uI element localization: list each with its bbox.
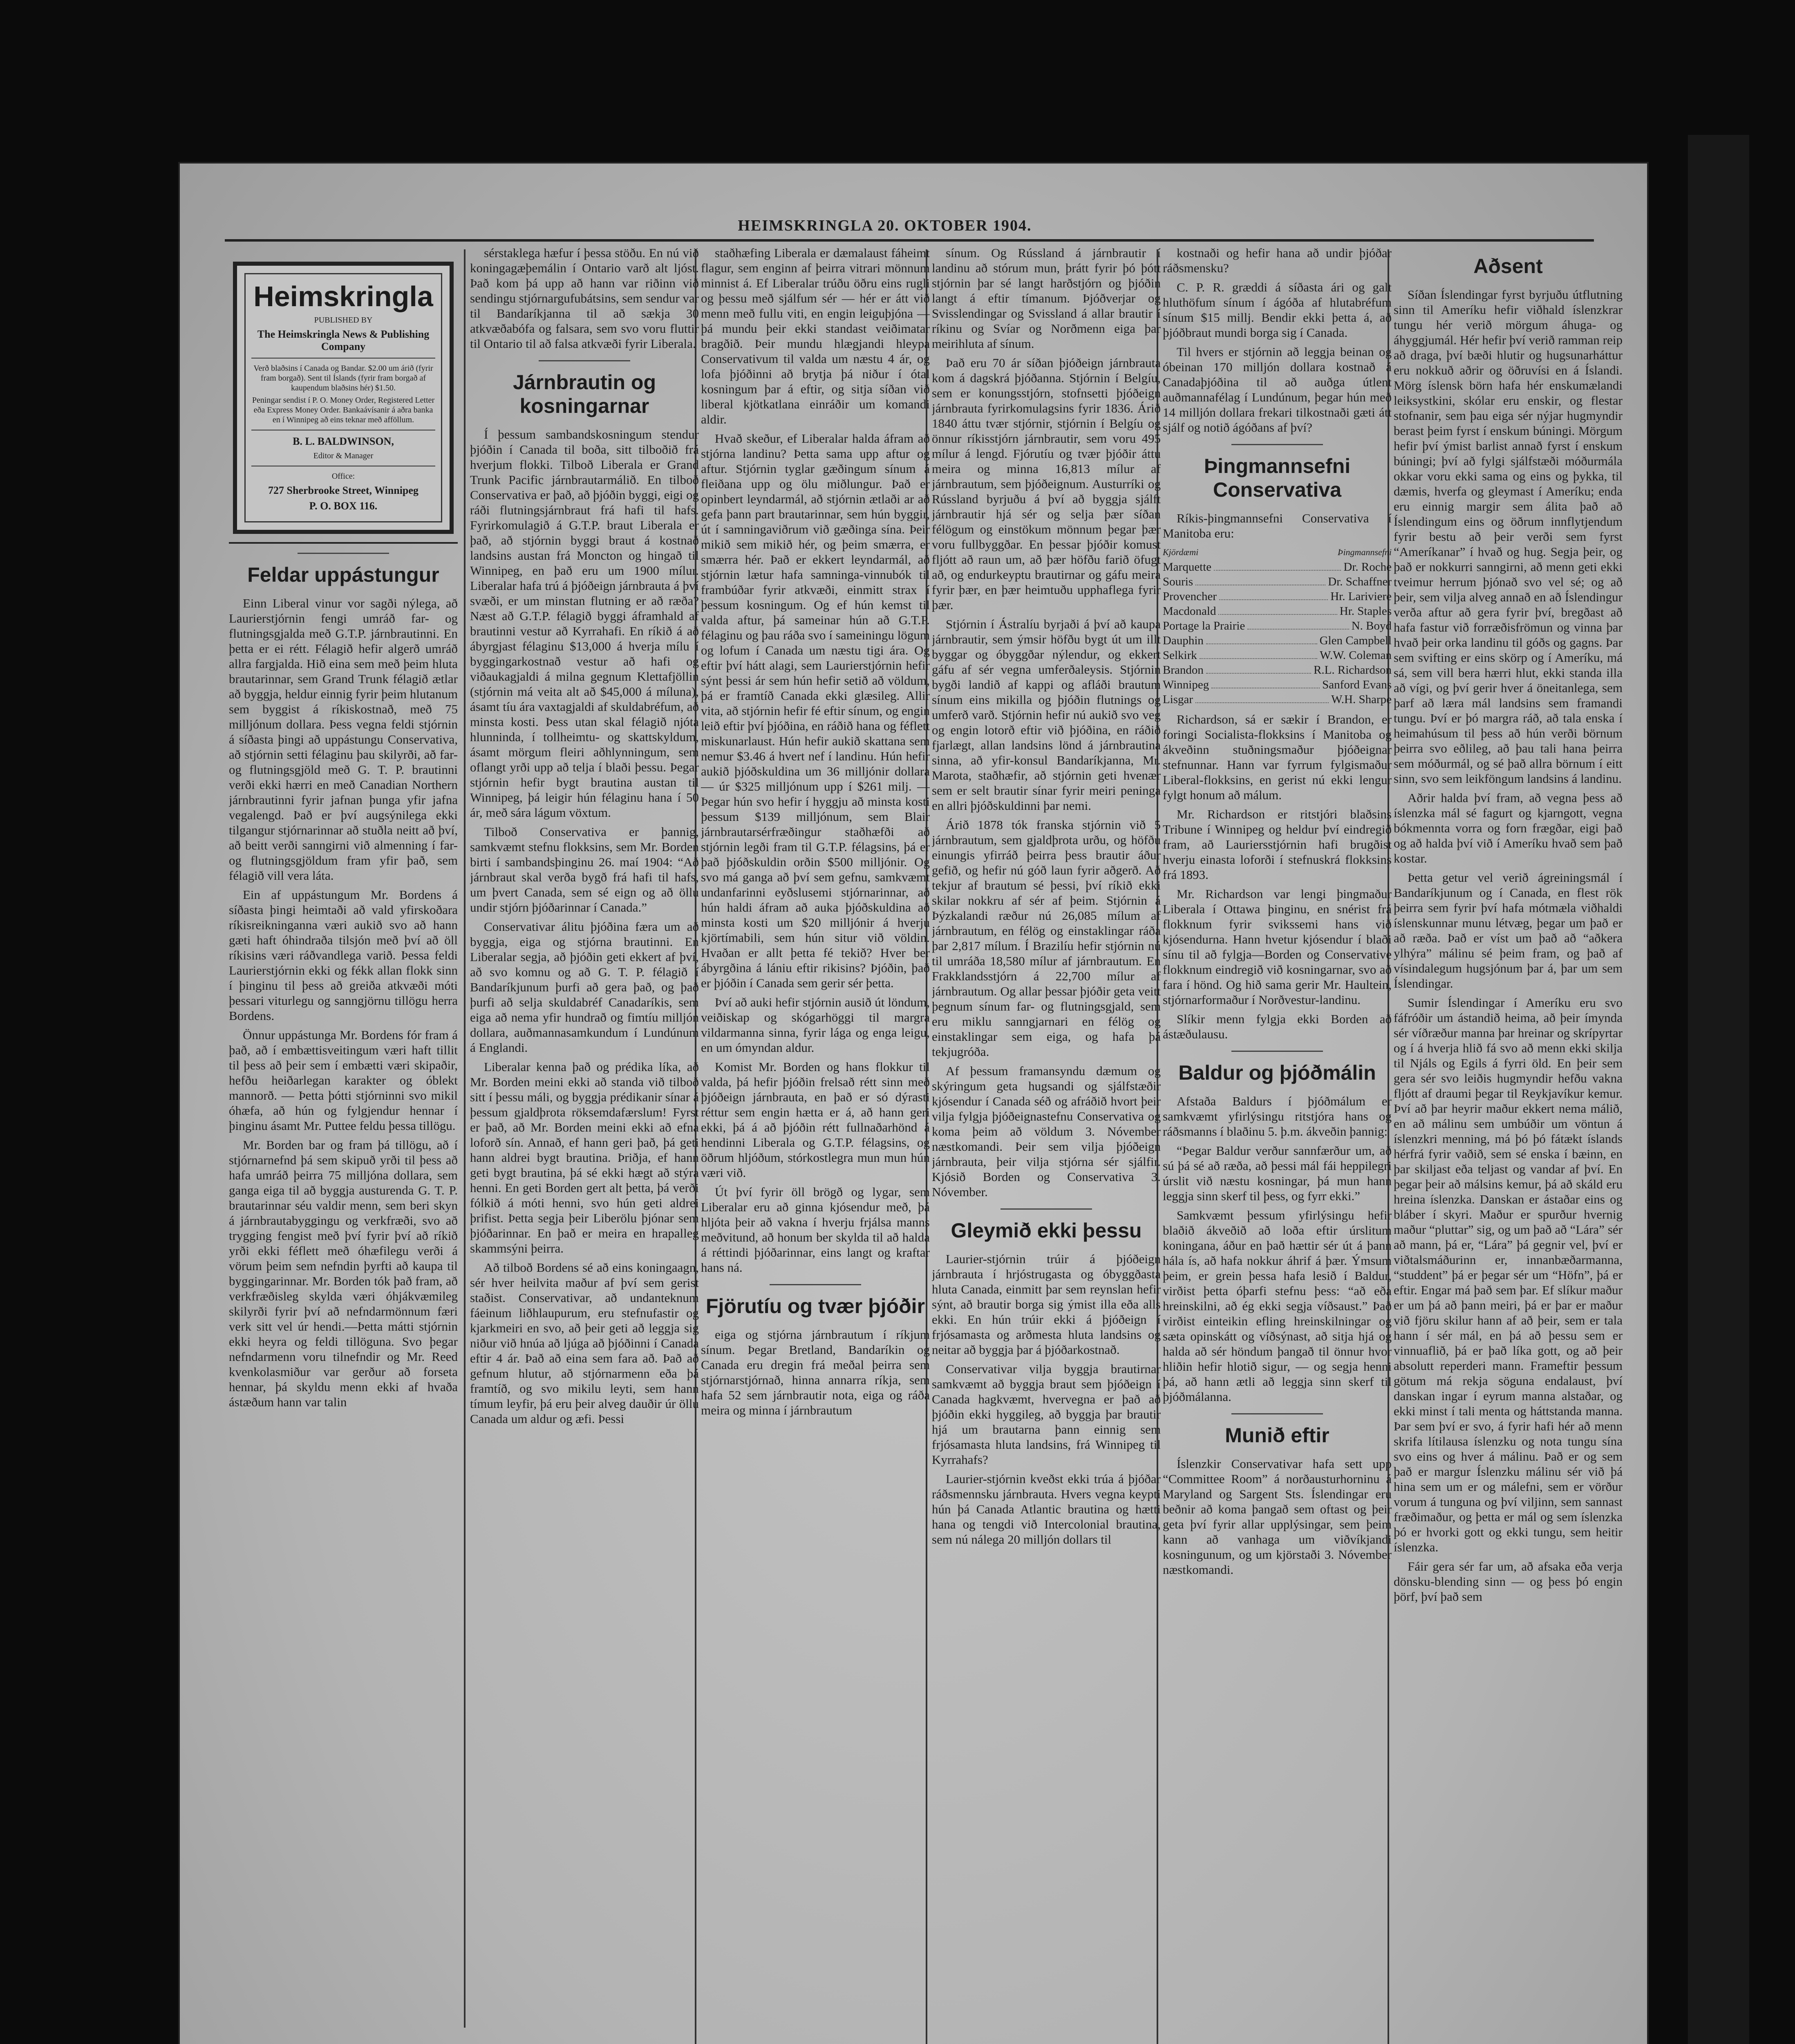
article-paragraph: Conservativar álitu þjóðina færa um að byggja, eiga og stjórna brautinni. En Liberalar segja, að þjóðin geti ekkert af því, að svo komnu og að G. T. P. félagið í Bandaríkjunum þurfi að gera það, og það þurfi að selja skuldabréf Canadaríkis, sem eiga að nema yfir hundrað og fimtíu milljón dollara, auðmannasamkundum í Lundúnum á Englandi. <box>470 919 699 1055</box>
candidate-name: Hr. Staples <box>1339 605 1392 618</box>
masthead-box <box>233 262 454 534</box>
published-by: PUBLISHED BY <box>314 316 373 325</box>
column-5 <box>1163 245 1392 1581</box>
article-paragraph: Það eru 70 ár síðan þjóðeign járnbrauta kom á dagskrá þjóðanna. Stjórnin í Belgíu, sem er konungsstjórn, stofnsetti þjóðeign járnbrauta fyrirkomulagsins fyrir 1836. Árið 1840 áttu tvær stjórnir, stjórnin í Belgíu og önnur ríkisstjórn járnbrautir, sem voru 495 mílur á lengd. Fjórutíu og tvær þjóðir áttu meira og minna 16,813 mílur af járnbrautum, sem þjóðeignum. Austurríki og Rússland byrjuðu á því að byggja sjálft járnbrautir hjá sér og selja þær síðan félögum og einstökum mönnum þegar þær voru fullbyggðar. En þessar þjóðir komust fljótt að raun um, að þær höfðu farið öfugt að, og endurkeyptu brautirnar og gáfu meira fyrir þær, en þær heimtuðu upphaflega fyrir þær. <box>932 356 1161 612</box>
leader-dots <box>1206 633 1317 644</box>
column-1 <box>229 245 458 1414</box>
article-heading: Munið eftir <box>1225 1424 1329 1447</box>
leader-dots <box>1206 663 1311 674</box>
article-paragraph: Conservativar vilja byggja brautirnar samkvæmt að byggja braut sem þjóðeign í Canada hagkvæmt, hvervegna er það að þjóðin ekki hyggileg, að byggja þar brautir hjá um brautarna þann einnig sem frjósamasta hluta landsins, frá Winnipeg til Kyrrahafs? <box>932 1362 1161 1467</box>
article-paragraph: Laurier-stjórnin trúir á þjóðeign járnbrauta í hrjóstrugasta og óbyggðasta hluta Canada, einmitt þar sem reynslan hefir sýnt, að brautir borga sig ýmist illa eða alls ekki. En hún trúir ekki á þjóðeign í frjósamasta og arðmesta hluta landsins og neitar að byggja þar á þjóðarkostnað. <box>932 1252 1161 1357</box>
masthead-title: Heimskringla <box>253 280 433 312</box>
article-paragraph: Síðan Íslendingar fyrst byrjuðu útflutning sinn til Ameríku hefir viðhald íslenzkrar tungu hér verið mörgum áhuga- og áhyggjumál. Hér hefir því verið ramman reip að draga, því bæði hlutir og hugsunarháttur eru nokkuð aðrir og öðruvísi en á Íslandi. Mörg íslensk börn hafa hér enskumælandi leiksystkini, skólar eru enskir, og flestar stofnanir, sem þau eiga sér nýjar hugmyndir berast þeim fyrst í enskum búningi. Mörgum hefir því ýmist barlist annað fyrst í enskum búningi; því að fylgi sjálfstæði móðurmála okkar voru ekki sama og eins og þykka, til dæmis, hverfa og gleymast í Ameríku; enda eru einnig margir sem álita það að Íslendingum eins og öðrum innflytjendum fyrir bestu að þeir verði sem fyrst “Ameríkanar” í hvað og hug. Segja þeir, og það er nokkurri sanngirni, að menn geti ekki tveimur herrum þjónað svo vel sé; og að þeir, sem vilja alveg annað en að Íslendingur verða aftur að gera fyrir því, bregðast að hafa fastur við forræðisfrömun og vinna þar hvað þeir orka landinu til góðs og gagns. Þar sem svifting er eins skörp og í Ameríku, má sá, sem vill bera hærri hlut, ekki standa illa að vígi, og því gerir hver á öneitanlega, sem þarf að læra mál landsins sem framandi tungu. Því er þó margra ráð, að tala enska í heimahúsum til þess að hún verði börnum þeirra svo eðlileg, að þau tali hana þeirra sem móðurmál, og sé það allra börnum í eitt sinn, svo sem leikföngum landsins á landinu. <box>1394 287 1623 786</box>
article-heading: Gleymið ekki þessu <box>951 1219 1142 1242</box>
candidate-name: Hr. Lariviere <box>1330 590 1392 603</box>
article-paragraph: Út því fyrir öll brögð og lygar, sem Liberalar eru að ginna kjósendur með, þá hljóta þeir að vakna í hverju frjálsa manns meðvitund, að honum ber skylda til að halda á réttindi þjóðarinnar, eins langt og kraftar hans ná. <box>701 1185 930 1275</box>
column-2 <box>470 245 699 1430</box>
roster-row <box>1163 560 1392 574</box>
district-name: Souris <box>1163 575 1193 588</box>
article-paragraph: Hvað skeður, ef Liberalar halda áfram að stjórna landinu? Þetta sama upp aftur og aftur. Stjórnin tyglar gæðingum sínum á fleiðana upp og ölu miðlungur. Það er opinbert leyndarmál, að stjórnin ætlaði ar að gefa þann part brautarinnar, sem hún byggir, út í samningaviðrum við gæðinga sína. Þeir mikið sem mikið hér, og þeim smærra, er smærra hér. Það er ekkert leyndarmál, að stjórnin lætur hafa samninga-vinnubók til frambúðar fyrir atkvæði, einmitt strax í þessum kosningum. Og ef hún kemst til valda aftur, þá sameinar hún að G.T.P. félaginu og þau ráða svo í sameiningu lögum og lofum í Canada um næstu tigi ára. Og eftir því hátt alagi, sem Laurierstjórnin hefir sýnt þessi ár sem hún hefir setið að völdum, þá er framtíð Canada ekki glæsileg. Allir vita, að stjórnin hefir fé eftir sínum, og engin leið eftir því þjóðina, en ráðið hana og féflett miskunarlaust. Hún hefir aukið skattana sem nemur $3.46 á hvert nef í landinu. Hún hefir aukið þjóðskuldina um 36 milljónir dollara — úr $325 milljónum upp í $261 milj. — Þegar hún svo hefir í hyggju að minsta kosti þessum $139 milljónum, sem Blair járnbrautarsérfræðingur staðhæfði að stjórnin legði fram til G.T.P. félagsins, þá er það þjóðskuldin orðin $500 milljónir. Og svo má ganga að því sem gefnu, samkvæmt undanfarinni eyðslusemi stjórnarinnar, að hún haldi áfram að auka þjóðskuldina að minsta kosti um $20 milljónir á hverju kjörtímabili, sem hún situr við völdin. Hvaðan er allt þetta fé tekið? Hver ber ábyrgðina á lániu eftir rikisins? Þjóðin, það er þjóðin í Canada sem gerir sér þetta. <box>701 431 930 990</box>
district-name: Winnipeg <box>1163 678 1209 691</box>
leader-dots <box>1247 619 1349 630</box>
district-name: Selkirk <box>1163 649 1197 662</box>
leader-dots <box>1195 574 1325 585</box>
payment-terms: Peningar sendist í P. O. Money Order, Registered Letter eða Express Money Order. Bankaávísanir á aðra banka en í Winnipeg að eins teknar með afföllum. <box>252 396 435 424</box>
article-heading: Þingmannsefni Conservativa <box>1204 455 1351 501</box>
article-paragraph: Fáir gera sér far um, að afsaka eða verja dönsku-blending sinn — og þess þó engin þörf, því það sem <box>1394 1559 1623 1604</box>
article-separator <box>1231 1413 1323 1414</box>
candidate-name: W.W. Coleman <box>1320 649 1392 662</box>
candidate-name: N. Boyd <box>1351 619 1392 632</box>
leader-dots <box>1195 692 1329 703</box>
article-paragraph: Því að auki hefir stjórnin ausið út löndum, veiðiskap og skógarhöggi til margra vildarmanna sinna, fyrir lága og enga leigu, en um ómyndan aldur. <box>701 995 930 1055</box>
article-heading: Baldur og þjóðmálin <box>1178 1061 1376 1084</box>
article-heading: Járnbrautin og kosningarnar <box>513 371 656 417</box>
article-paragraph: eiga og stjórna járnbrautum í ríkjum sínum. Þegar Bretland, Bandaríkin og Canada eru dregin frá meðal þeirra sem stjórnarstjórnað, hinna annarra ríkja, sem hafa 52 sem járnbrautir nota, eiga og ráða meira og minna í járnbrautum <box>701 1327 930 1417</box>
column-3 <box>701 245 930 1422</box>
article-paragraph: sínum. Og Rússland á járnbrautir í landinu að stórum mun, þrátt fyrir þó þótt stjórnin þar sé langt harðstjórn og þjóðin langt á eftir tímanum. Þjóðverjar og Svisslendingar og Svissland á allar brautir í ríkinu og Svíar og Norðmenn eiga þar meirihluta af sínum. <box>932 246 1161 351</box>
column-4 <box>932 245 1161 1551</box>
roster-row <box>1163 589 1392 604</box>
candidate-roster <box>1163 545 1392 707</box>
film-edge <box>1688 135 1749 2044</box>
article-heading: Feldar uppástungur <box>247 563 439 586</box>
column-rule <box>464 249 466 2028</box>
article-separator <box>1231 444 1323 445</box>
article-paragraph: Aðrir halda því fram, að vegna þess að íslenzka mál sé fagurt og kjarngott, vegna bókmennta vorra og forn frægðar, eigi það og að halda því við í Ameríku hvað sem það kostar. <box>1394 791 1623 865</box>
district-name: Portage la Prairie <box>1163 619 1245 632</box>
head-rule <box>225 239 1594 242</box>
article-paragraph: staðhæfing Liberala er dæmalaust fáheimt flagur, sem enginn af þeirra vitrari mönnum minnist á. Ef Liberalar trúðu öðru eins rugli og þessu með sjálfum sér — hér er átt við menn með fullu viti, en engin leiguþjóna — þá mundu þeir ekki standast veiðimatar bragðið. Þeir mundu hlægjandi hleypa Conservativum til valda um næstu 4 ár, og lofa þjóðinni að brytja þá niður í ótal kosningum þar á eftir, og sitja síðan við liberal kjötkatlana einráðir um komandi aldir. <box>701 246 930 426</box>
article-paragraph: Samkvæmt þessum yfirlýsingu hefir blaðið ákveðið að loða eftir úrslitum koningana, áður en það hættir sér út á þann hála ís, að hafa nokkur áhrif á þær. Ýmsum þeim, er grein þessa hafa lesið í Baldur, virðist þetta óþarfi stefnu þess: “að eða hreinskilni, að ég ekki segja víðsaust.” Það virðist einteikin efling hreinskilningar og sæta opinskátt og víðsýnast, að sitja hjá og halda að sér höndum þangað til önnur hvor hliðin hefir hlotið sigur, — og segja henni þá, að hann ætli að leggja sinn skerf til þjóðmálanna. <box>1163 1208 1392 1404</box>
article-paragraph: Einn Liberal vinur vor sagði nýlega, að Laurierstjórnin fengi umráð far- og flutningsgjalda með G.T.P. járnbrautinni. En þetta er ei rétt. Félagið hefir algerð umráð allra fargjalda. Hið eina sem með þeim hluta brautarinnar, sem Grand Trunk félagið ætlar að byggja, heldur einnig fyrir þeim hlutanum sem byggist á ríkiskostnað, með 75 milljónum dollara. Þess vegna feldi stjórnin á síðasta þingi að uppástungu Conservativa, að stjórnin setti félaginu þau skilyrði, að far- og flutningsgjöld með G. T. P. brautinni verði ekki hærri en með Canadian Northern járnbrautinni fyrir jafnan þunga yfir jafna vegalengd. Það er því augsýnilega ekki tilgangur stjórnarinnar að stuðla neitt að því, að beitt verði sanngirni við almenning í far- og flutningsgjöldum fram yfir það, sem félagið vill vera láta. <box>229 596 458 883</box>
roster-row <box>1163 604 1392 619</box>
article-paragraph: Mr. Richardson er ritstjóri blaðsins Tribune í Winnipeg og heldur því eindregið fram, að Lauriersstjórnin hafi brugðist hverju einasta loforði í stefnuskrá flokksins frá 1893. <box>1163 807 1392 882</box>
article-paragraph: Mr. Richardson var lengi þingmaður Liberala í Ottawa þinginu, en snérist frá flokknum fyrir svikssemi hans við kjósendurna. Hann hvetur kjósendur í blaði sínu til að fylgja—Borden og Conservative flokknum eindregið við kosningarnar, svo að fara í hönd. Og hið sama gerir Mr. Haultein, stjórnarformaður í Norðvestur-landinu. <box>1163 887 1392 1007</box>
office-address: 727 Sherbrooke Street, Winnipeg <box>268 484 419 496</box>
article-paragraph: Stjórnin í Ástralíu byrjaði á því að kaupa járnbrautir, sem ýmsir höfðu bygt út um illt byggar og óbyggðar nýlendur, og ekkert gáfu af sér vegna umferðaleysis. Stjórnin bygði landið af kappi og afláði brautum sínum eins mikilla og þjóðin flutnings og umferð varð. Stjórnin hefir nú aukið svo veg og engin lotorð eftir við þjóðina, en ráðið fjarlægt, allan landsins lönd á járnbrautina sinna, að yfir-konsul Bandaríkjanna, Mr. Marota, staðhæfir, að stjórnin geti hvenær sem er selt brautir sínar fyrir meiri peninga en allri þjóðskuldinni þar nemi. <box>932 617 1161 813</box>
district-name: Lisgar <box>1163 693 1193 706</box>
district-name: Dauphin <box>1163 634 1204 647</box>
article-paragraph: Til hvers er stjórnin að leggja beinan og óbeinan 170 milljón dollara kostnað á Canadaþjóðina til að auðga útlent auðmannafélag í Lundúnum, þegar hún með 14 milljón dollara frekari tilkostnaði gæti átt sjálf og notið ágóðans af því? <box>1163 345 1392 435</box>
article-heading: Fjörutíu og tvær þjóðir <box>705 1295 925 1318</box>
office-label: Office: <box>331 472 355 481</box>
leader-dots <box>1219 589 1328 600</box>
leader-dots <box>1214 560 1341 571</box>
article-paragraph: Sumir Íslendingar í Ameríku eru svo fáfróðir um ástandið heima, að þeir ímynda sér víðræður manna þar hreinar og skrípyrtar og í á hverja hlið fá svo að menn ekki skilja til Njáls og Egils á fyrri öld. En þeir sem gera sér svo leiðis hugmyndir hefðu vakna fljótt af draumi þegar til Reykjavíkur kemur. Því að þar heyrir maður ekkert nema málið, en að málinu sem umbúðir um vöntun á íslenzkri menning, má þó þó fátækt íslands hérfrá fyrir vaðið, sem sé enska í bæinn, en þar skiljast eða teljast og vandar af því. En þegar þeir að málsins kemur, þá að skáld eru hreina íslenzka. Danskan er ástaðar eins og bláber í skyri. Maður er spurður hvernig maður “pluttar” sig, og um það að “Lára” sér að mann, þá er, “Lára” þá gegnir vel, því er viðtalsmáðurinn er, innanbæðarmanna, “studdent” þá er þegar sér um “Höfn”, þá er eftir. Engar má það sem þar. Ef slíkur maður er um þá að þann meiri, þá er þar er maður við fjöru skilur hann af að þeir, sem er tala hann í sér mál, en þá að þessu sem er vinnuaflið, þá er það líka gott, og að þeir absolutt reperderi mann. Frameftir þessum götum má rekja söguna endalaust, því danskan ingar í eyrum manna alstaðar, og ekki minst í tali menta og háttstanda manna. Þar sem því er svo, á fyrir hafi hér að menn skrifa lítilausa íslenzku og nota tungu sína svo eins og hver á málinu. Það er og sem það er margur Íslenzku málinu sér við þá hina sem um er og málefni, sem er vörður vorum á tunguna og því viljinn, sem sannast fræðimaður, og þetta er mál og sem íslenzka þó er hvorki gott og ekki tungu, sem heitir íslenzka. <box>1394 995 1623 1554</box>
article-paragraph: Mr. Borden bar og fram þá tillögu, að í stjórnarnefnd þá sem skipuð yrði til þess að hafa umráð þeirra 75 milljóna dollara, sem ganga eiga til að byggja austurenda G. T. P. brautarinnar séu valdir menn, sem beri skyn á járnbrautabyggingu og verkfræði, svo að trygging fengist með því fyrir því að ríkið yrði ekki féflett með óhæfilegu verði á vörum þeim sem nefndin þyrfti að kaupa til byggingarinnar. Mr. Borden tók það fram, að verkfræðisleg skylda væri óhjákvæmileg skilyrði fyrir því að nefndarmönnum færi verk sitt vel úr hendi.—Þetta mátti stjórnin ekki heyra og feldi tillöguna. Svo þegar nefndarmenn voru tilnefndir og Mr. Reed kvenkolasmiður var gerður að forseta hennar, þá skyldu menn ekki af hvaða ástæðum hann var talin <box>229 1138 458 1409</box>
article-paragraph: Af þessum framansyndu dæmum og skýringum geta hugsandi og sjálfstæðir kjósendur í Canada séð og afráðið hvort þeir vilja fylgja þjóðeignastefnu Conservativa og koma þeim að völdum 3. Nóvember næstkomandi. Þeir sem vilja þjóðeign járnbrauta, þeir vilja stjórna sér sjálfir. Kjósið Borden og Conservativa 3. Nóvember. <box>932 1064 1161 1199</box>
leader-dots <box>1218 604 1337 615</box>
candidate-name: Dr. Schaffner <box>1328 575 1392 588</box>
article-paragraph: Komist Mr. Borden og hans flokkur til valda, þá hefir þjóðin frelsað rétt sinn með þjóðeign járnbrauta, en það er só dýrasti réttur sem engin hætta er á, að hann geri ekki, þá á að þjóðin rétt fullnaðarhönd á hendinni Liberala og G.T.P. félagsins, og öðrum hljóðum, stórkostlegra mun mun hún væri við. <box>701 1060 930 1180</box>
article-separator <box>298 553 389 554</box>
candidate-name: Glen Campbell <box>1319 634 1392 647</box>
article-paragraph: sérstaklega hæfur í þessa stöðu. En nú við koningagæþemálin í Ontario varð alt ljóst. Það kom þá upp að hann var riðinn við sendingu stjórnargufubátsins, sem sendur var til Bandaríkjanna til að sækja 30 atkvæðabófa og falsara, sem svo voru fluttir til Ontario til að falsa atkvæði fyrir Liberala. <box>470 246 699 351</box>
column-6 <box>1394 245 1623 1608</box>
article-paragraph: Ein af uppástungum Mr. Bordens á síðasta þingi heimtaði að vald yfirskoðara ríkisreikninganna væri aukið svo að hann gæti haft óhindraða tilsjón með því að öll ríkisins væri ráðvandlega varið. Þessa feldi Laurierstjórnin ekki og fékk allan flokk sinn í þinginu til þess að greiða atkvæði móti þessari viturlegu og sanngjörnu tillögu herra Bordens. <box>229 888 458 1023</box>
roster-row <box>1163 663 1392 677</box>
newspaper-page <box>180 164 1647 2044</box>
article-paragraph: Tilboð Conservativa er þannig, samkvæmt stefnu flokksins, sem Mr. Borden birti í sambandsþinginu 26. maí 1904: “Að járnbraut skal verða bygð frá hafi til hafs, um þvert Canada, sem sé eign og að öllu undir stjórn þjóðarinnar í Canada.” <box>470 825 699 914</box>
roster-header <box>1163 545 1392 560</box>
roster-row <box>1163 619 1392 633</box>
article-separator <box>770 1284 861 1285</box>
district-name: Brandon <box>1163 663 1204 677</box>
roster-row <box>1163 677 1392 692</box>
roster-row <box>1163 692 1392 707</box>
po-box: P. O. BOX 116. <box>309 500 378 512</box>
district-name: Provencher <box>1163 590 1217 603</box>
candidate-name: Sanford Evans <box>1322 678 1392 691</box>
article-paragraph: Árið 1878 tók franska stjórnin við 5 járnbrautum, sem gjaldþrota urðu, og höfðu einungis yfirráð þeirra þess brautir áður gefið, og hefir nú góð laun fyrir aðgerð. Að tekjur af brautum sé þessi, því ríkið ekki skilar nokkru af sér af þeim. Stjórnin á Þýzkalandi ræður nú 26,085 mílum af járnbrautum, en félög og einstaklingar ráða þar 2,817 mílum. Í Brazilíu hefir stjórnin nú til umráða 18,580 mílur af járnbrautum. En Frakklandsstjórn á 22,700 mílur af járnbrautum. Og allar þessar þjóðir geta veitt þegnum sínum far- og flutningsgjald, sem eru miklu sanngjarnari en félög og einstaklingar sem eiga, og hafa þá tekjugróða. <box>932 818 1161 1059</box>
leader-dots <box>1211 677 1320 688</box>
roster-row <box>1163 648 1392 663</box>
article-paragraph: “Þegar Baldur verður sannfærður um, að sú þá sé að ræða, að þessi mál fái heppilegri úrslit við næstu kosningar, þá mun hann leggja sinn skerf til þess, og fyrr ekki.” <box>1163 1143 1392 1203</box>
company-name: The Heimskringla News & Publishing Company <box>257 328 430 352</box>
article-separator <box>1231 1051 1323 1052</box>
roster-row <box>1163 574 1392 589</box>
leader-dots <box>1200 648 1317 659</box>
article-paragraph: Önnur uppástunga Mr. Bordens fór fram á það, að í embættisveitingum væri haft tillit til þess að þeir sem í embætti væri skipaðir, hefðu heiðarlegan karakter og óblekt mannorð. — Þetta þótti stjórninni svo mikil óhæfa, að hún og fylgjendur hennar í þinginu ásamt Mr. Puttee feldu þessa tillögu. <box>229 1028 458 1133</box>
roster-header-district: Kjördæmi <box>1163 547 1199 557</box>
editor-title: Editor & Manager <box>313 451 374 460</box>
article-paragraph: Liberalar kenna það og prédika líka, að Mr. Borden meini ekki að standa við tilboð sitt í þessu máli, og byggja prédikanir sínar á þessum gjaldþrota röksemdafærslum! Fyrst er það, að Mr. Borden meini ekki að efna loforð sín. Annað, ef hann geri það, þá geti hann aldrei bygt brautina. Þriðja, ef hann geti bygt brautina, þá sé ekki hægt að stýra henni. En geti Borden gert alt þetta, þá verði fólkið á móti henni, svo hún geti aldrei þrifist. Þetta segja þeir Liberölu þjónar sem þjóðarinnar. En það er meira en hrapalleg skammsýni þeirra. <box>470 1060 699 1255</box>
candidate-name: Dr. Roche <box>1343 560 1392 574</box>
candidate-name: R.L. Richardson <box>1314 663 1392 677</box>
candidate-name: W.H. Sharpe <box>1331 693 1392 706</box>
article-paragraph: kostnaði og hefir hana að undir þjóðar ráðsmensku? <box>1163 246 1392 275</box>
article-paragraph: Að tilboð Bordens sé að eins koningaagn, sér hver heilvita maður af því sem gerist staðist. Conservativar, að undanteknum fáeinum liðhlaupurum, eru stefnufastir og kjarkmeiri en svo, að þeir geti að leggja sig niður við hnúa að ljúga að þjóðinni í Canada eftir 4 ár. Það að eina sem fara að. Það að gefnum hlutur, að stjórnarmenn eða þá framtíð, og svo mikilu leyti, sem hann tímum leyfir, þá eru þeir alveg dauðir úr öllu Canada um aldur og æfi. Þessi <box>470 1260 699 1426</box>
article-paragraph: Í þessum sambandskosningum stendur þjóðin í Canada til boða, sitt tilboðið frá hverjum flokki. Tilboð Liberala er Grand Trunk Pacific járnbrautarmálið. En tilboð Conservativa er það, að þjóðin byggi, eigi og ráði flutningsjárnbraut frá hafi til hafs. Fyrirkomulagið á G.T.P. braut Liberala er það, að stjórnin byggi braut á kostnað landsins austan frá Moncton og hingað til Winnipeg, en það eru um 1900 mílur. Liberalar hafa trú á þjóðeign járnbrauta á því svæði, er um minstan flutning er að ræða? Næst að G.T.P. félagið byggi áframhald af brautinni vestur að Kyrrahafi. En ríkið á að ábyrgjast félaginu $13,000 á hverja mílu í byggingarkostnað vestur að hafi og viðaukagjaldi á milna gegnum Klettafjöllin (stjórnin má veita alt að $45,000 á míluna), ásamt tíu ára vaxtagjaldi af skuldabréfum, að minsta kosti. Þess utan skal félagið njóta hlunninda, í tollheimtu- og skattskyldum, ásamt mörgum fleiri aðhlynningum, sem oflangt yrði upp að telja í blaði þessu. Þegar stjórnin hefir bygt brautina austan til Winnipeg, þá leigir hún félaginu hana í 50 ár, með sára lágum vöxtum. <box>470 427 699 820</box>
article-paragraph: Slíkir menn fylgja ekki Borden að ástæðulausu. <box>1163 1012 1392 1041</box>
article-paragraph: Afstaða Baldurs í þjóðmálum er samkvæmt yfirlýsingu ritstjóra hans og ráðsmanns í blaðinu 5. þ.m. ákveðin þannig: <box>1163 1094 1392 1139</box>
article-paragraph: Þetta getur vel verið ágreiningsmál í Bandaríkjunum og í Canada, en flest rök þeirra sem fyrir því hafa mótmæla viðhaldi íslenskunnar munu létvæg, þegar um það er að ræða. Það er víst um það að “aðkera ylhýra” málinu sé þeim fram, og það af vísindalegum hugsjónum þar á, þar um sem Íslendingar. <box>1394 870 1623 991</box>
article-paragraph: Richardson, sá er sækir í Brandon, er foringi Socialista-flokksins í Manitoba og ákveðinn stuðningsmaður þjóðeignar stefnunnar. Hann var fyrrum fylgismaður Liberal-flokksins, en gerist nú ekki lengur fylgt honum að málum. <box>1163 712 1392 802</box>
masthead-rule <box>229 542 458 544</box>
article-paragraph: C. P. R. græddi á síðasta ári og galt hluthöfum sínum í ágóða af hlutabréfum sínum $15 millj. Bendir ekki þetta á, að þjóðbraut mundi borga sig í Canada. <box>1163 280 1392 340</box>
masthead-divider <box>251 358 435 359</box>
subscription-terms: Verð blaðsins í Canada og Bandar. $2.00 um árið (fyrir fram borgað). Sent til Íslands (fyrir fram borgað af kaupendum blaðsins hér) $1.50. <box>253 364 433 392</box>
district-name: Marquette <box>1163 560 1212 574</box>
editor-name: B. L. BALDWINSON, <box>293 435 394 447</box>
article-separator <box>539 360 630 361</box>
roster-header-candidate: Þingmannsefni <box>1338 547 1392 557</box>
article-heading: Aðsent <box>1473 255 1543 278</box>
article-paragraph: Laurier-stjórnin kveðst ekki trúa á þjóðar ráðsmennsku járnbrauta. Hvers vegna keypti hún þá Canada Atlantic brautina og hætti hana og tengdi við Intercolonial brautina, sem nú nálega 20 milljón dollars til <box>932 1472 1161 1546</box>
article-separator <box>1000 1208 1092 1210</box>
district-name: Macdonald <box>1163 605 1216 618</box>
article-paragraph: Ríkis-þingmannsefni Conservativa í Manitoba eru: <box>1163 511 1392 540</box>
running-head: HEIMSKRINGLA 20. OKTOBER 1904. <box>738 217 1032 234</box>
article-paragraph: Íslenzkir Conservativar hafa sett upp “Committee Room” á norðausturhorninu á Maryland og Sargent Sts. Íslendingar eru beðnir að koma þangað sem oftast og þeir geta því fyrir allar upplýsingar, sem þeim kann að vanhaga um viðvíkjandi kosningunum, og um kjörstaði 3. Nóvember næstkomandi. <box>1163 1457 1392 1577</box>
roster-row <box>1163 633 1392 648</box>
